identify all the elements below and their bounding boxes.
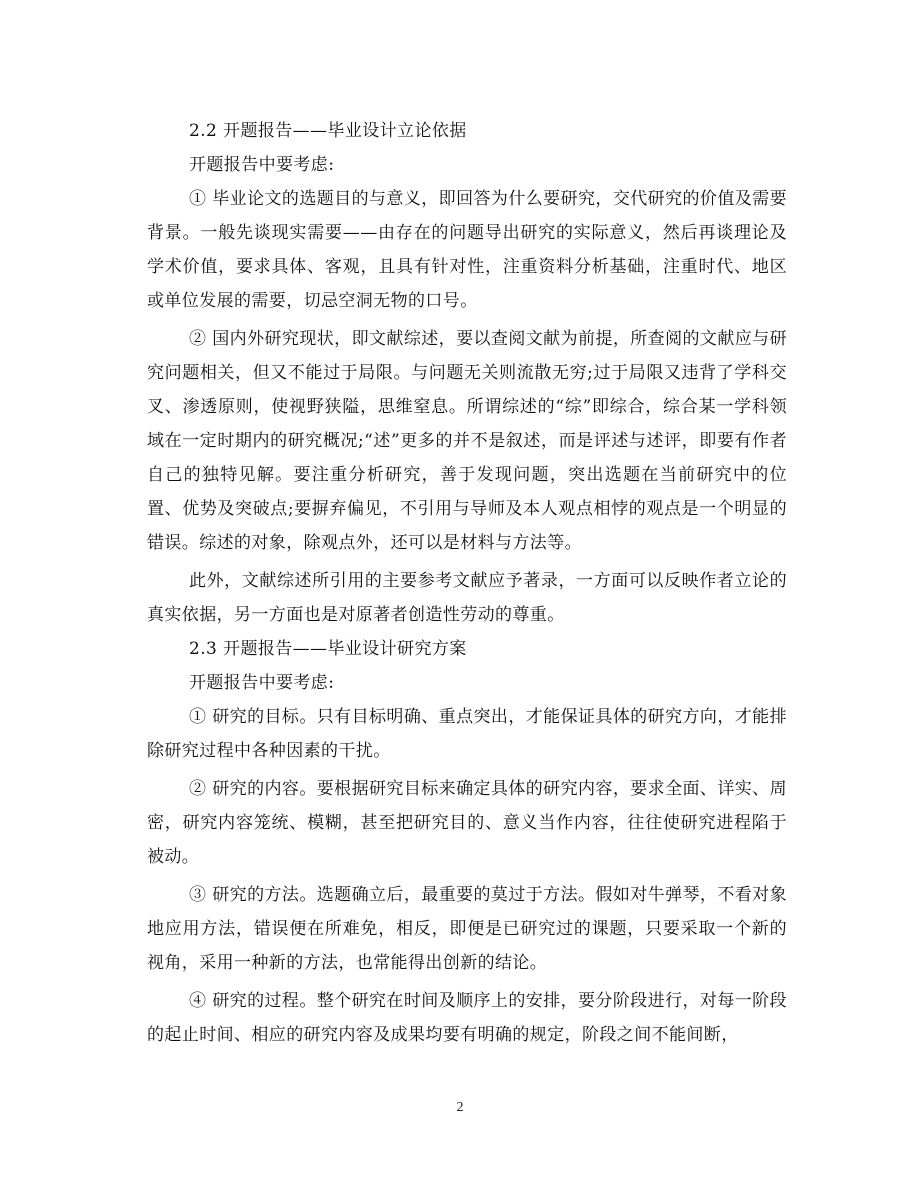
paragraph-item-1-goals: ① 研究的目标。只有目标明确、重点突出，才能保证具体的研究方向，才能排除研究过程中各种因素的干扰。	[147, 707, 787, 761]
section-heading-2-2: 2.2 开题报告——毕业设计立论依据	[189, 121, 467, 141]
paragraph-item-2-content: ② 研究的内容。要根据研究目标来确定具体的研究内容，要求全面、详实、周密，研究内容笼统、模糊，甚至把研究目的、意义当作内容，往往使研究进程陷于被动。	[147, 779, 787, 867]
paragraph-item-2-literature: ② 国内外研究现状，即文献综述，要以查阅文献为前提，所查阅的文献应与研究问题相关，但又不能过于局限。与问题无关则流散无穷;过于局限又违背了学科交叉、渗透原则，使视野狭隘，思维窒息。所谓综述的“综”即综合，综合某一学科领域在一定时期内的研究概况;“述”更多的并不是叙述，而是评述与述评，即要有作者自己的独特见解。要注重分析研究，善于发现问题，突出选题在当前研究中的位置、优势及突破点;要摒弃偏见，不引用与导师及本人观点相悖的观点是一个明显的错误。综述的对象，除观点外，还可以是材料与方法等。	[147, 329, 787, 553]
paragraph-item-1-purpose: ① 毕业论文的选题目的与意义，即回答为什么要研究，交代研究的价值及需要背景。一般先谈现实需要——由存在的问题导出研究的实际意义，然后再谈理论及学术价值，要求具体、客观，且具有针对性，注重资料分析基础，注重时代、地区或单位发展的需要，切忌空洞无物的口号。	[147, 189, 787, 311]
paragraph-intro-considerations-2: 开题报告中要考虑:	[189, 673, 335, 693]
section-heading-2-3: 2.3 开题报告——毕业设计研究方案	[189, 639, 467, 659]
paragraph-intro-considerations: 开题报告中要考虑:	[189, 155, 335, 175]
paragraph-item-3-methods: ③ 研究的方法。选题确立后，最重要的莫过于方法。假如对牛弹琴，不看对象地应用方法，错误便在所难免，相反，即便是已研究过的课题，只要采取一个新的视角，采用一种新的方法，也常能得出创新的结论。	[147, 885, 787, 973]
document-body	[147, 114, 787, 1052]
page-number: 2	[456, 1100, 464, 1115]
paragraph-references-note: 此外，文献综述所引用的主要参考文献应予著录，一方面可以反映作者立论的真实依据，另一方面也是对原著者创造性劳动的尊重。	[147, 571, 787, 625]
paragraph-item-4-process: ④ 研究的过程。整个研究在时间及顺序上的安排，要分阶段进行，对每一阶段的起止时间、相应的研究内容及成果均要有明确的规定，阶段之间不能间断，	[147, 991, 787, 1045]
